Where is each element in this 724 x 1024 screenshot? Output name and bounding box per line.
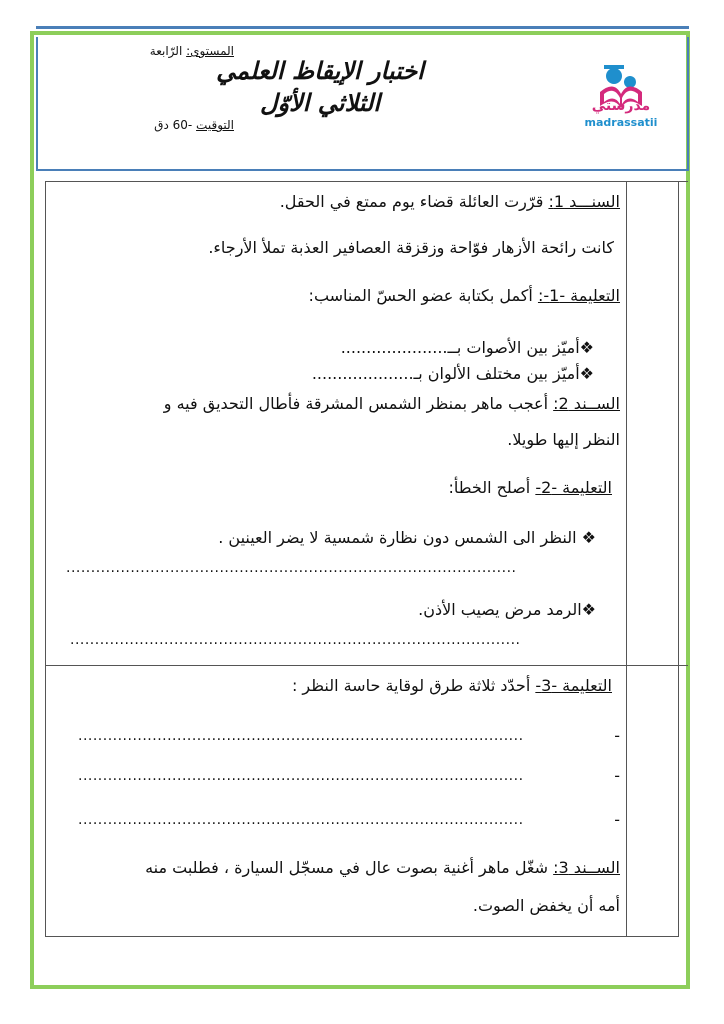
table-left-border — [45, 181, 46, 937]
sanad1-line2: كانت رائحة الأزهار فوّاحة وزقزقة العصافير العذبة تملأ الأرجاء. — [208, 238, 614, 257]
task2-text: أصلح الخطأ: — [448, 478, 536, 497]
item3: ❖ النظر الى الشمس دون نظارة شمسية لا يضر العينين . — [218, 528, 596, 547]
item1-dots: ..................... — [340, 338, 448, 357]
school-logo-icon — [590, 48, 652, 126]
item4: ❖الرمد مرض يصيب الأذن. — [418, 600, 596, 619]
table-bottom-border — [45, 936, 679, 937]
exam-subtitle: الثلاثي الأوّل — [260, 88, 380, 117]
dash-1: - — [614, 726, 620, 745]
task1-text: أكمل بكتابة عضو الحسّ المناسب: — [308, 286, 538, 305]
level-value: الرّابعة — [149, 44, 187, 58]
sanad1 — [280, 192, 620, 211]
dash-2: - — [614, 766, 620, 785]
answer-line-3: .......................................................................................... — [78, 728, 524, 744]
sanad2 — [164, 394, 620, 413]
sanad2-label: الســند 2: — [553, 394, 620, 413]
logo-text-en: madrassatii — [584, 116, 658, 129]
item2-dots: .................... — [311, 364, 414, 383]
table-col-divider — [626, 181, 627, 937]
item2-text: ❖أميّز بين مختلف الألوان بـ — [413, 364, 594, 383]
item2 — [312, 364, 594, 383]
sanad2-line2: النظر إليها طويلا. — [507, 430, 620, 449]
task1 — [309, 286, 620, 305]
item1 — [341, 338, 594, 357]
answer-line-1: ........................................................................................... — [66, 560, 517, 576]
answer-line-4: .......................................................................................... — [78, 768, 524, 784]
time-label: التوقيت — [196, 118, 234, 132]
task3-label: التعليمة -3- — [535, 676, 612, 695]
table-top-border — [45, 181, 688, 182]
table-middle-border — [45, 665, 688, 666]
sanad2-text: أعجب ماهر بمنظر الشمس المشرقة فأطال التحديق فيه و — [163, 394, 554, 413]
time-value: -60 دق — [154, 118, 197, 132]
task1-label: التعليمة -1-: — [537, 286, 620, 305]
answer-line-5: .......................................................................................... — [78, 812, 524, 828]
sanad3-label: الســند 3: — [553, 858, 620, 877]
exam-title: اختبار الإيقاظ العلمي — [216, 56, 424, 85]
logo-text-ar: مدرستي — [591, 98, 651, 114]
sanad1-text: قرّرت العائلة قضاء يوم ممتع في الحقل. — [279, 192, 549, 211]
time-info — [154, 118, 234, 132]
page-frame — [30, 31, 690, 989]
sanad3-line2: أمه أن يخفض الصوت. — [472, 896, 620, 915]
sanad1-label: السنـــد 1: — [548, 192, 620, 211]
task2-label: التعليمة -2- — [535, 478, 612, 497]
task3-text: أحدّد ثلاثة طرق لوقاية حاسة النظر : — [291, 676, 536, 695]
top-rule — [36, 26, 689, 29]
task2 — [448, 478, 612, 497]
item1-text: ❖أميّز بين الأصوات بــ — [447, 338, 594, 357]
task3 — [292, 676, 612, 695]
answer-line-2: ........................................................................................... — [70, 632, 521, 648]
sanad3-text: شغّل ماهر أغنية بصوت عال في مسجّل السيارة ، فطلبت منه — [145, 858, 554, 877]
table-col-divider-2 — [678, 181, 679, 937]
dash-3: - — [614, 810, 620, 829]
sanad3 — [145, 858, 620, 877]
level-label: المستوى: — [186, 44, 234, 58]
